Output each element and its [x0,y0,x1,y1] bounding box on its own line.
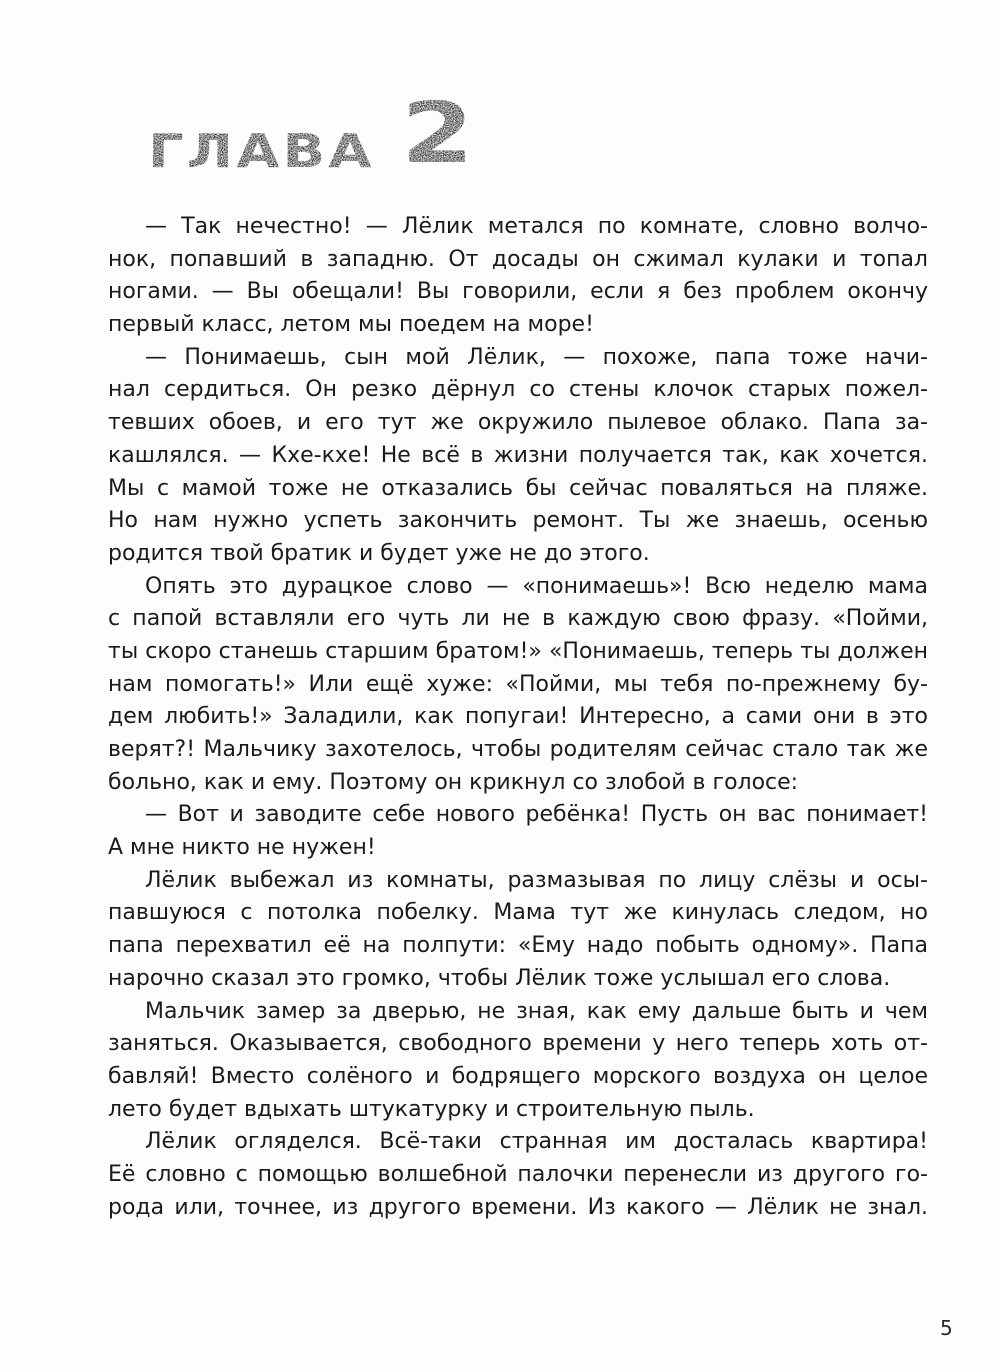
text-line: рода или, точнее, из другого времени. Из какого — Лёлик не знал. [108,1194,928,1220]
text-line: нам помогать!» Или ещё хуже: «Пойми, мы тебя по-прежнему бу- [108,671,928,697]
text-line: первый класс, летом мы поедем на море! [108,312,594,338]
chapter-title: ГЛАВА [148,124,375,179]
text-line: павшуюся с потолка побелку. Мама тут же кинулась следом, но [108,900,928,926]
text-line: — Вот и заводите себе нового ребёнка! Пусть он вас понимает! [145,802,928,828]
text-line: А мне никто не нужен! [108,835,376,861]
text-line: нок, попавший в западню. От досады он сжимал кулаки и топал [108,246,928,272]
text-line: заняться. Оказывается, свободного времени у него теперь хоть от- [108,1031,928,1057]
text-line: лето будет вдыхать штукатурку и строительную пыль. [108,1096,755,1122]
text-line: ты скоро станешь старшим братом!» «Понимаешь, теперь ты должен [108,638,928,664]
text-line: Лёлик выбежал из комнаты, размазывая по лицу слёзы и осы- [145,867,928,893]
text-line: больно, как и ему. Поэтому он крикнул со злобой в голосе: [108,769,799,795]
text-line: Лёлик огляделся. Всё-таки странная им досталась квартира! [145,1129,928,1155]
text-line: Её словно с помощью волшебной палочки перенесли из другого го- [108,1161,928,1187]
text-line: тевших обоев, и его тут же окружило пылевое облако. Папа за- [108,410,928,436]
body-text [108,211,928,1224]
text-line: Но нам нужно успеть закончить ремонт. Ты же знаешь, осенью [108,508,928,534]
text-line: родится твой братик и будет уже не до этого. [108,540,650,566]
text-line: — Так нечестно! — Лёлик метался по комнате, словно волчо- [145,214,928,239]
text-line: дем любить!» Заладили, как попугаи! Интересно, а сами они в это [108,704,928,730]
text-line: верят?! Мальчику захотелось, чтобы родителям сейчас стало так же [108,737,928,762]
page-number: 5 [940,1316,953,1340]
text-line: с папой вставляли его чуть ли не в каждую свою фразу. «Пойми, [108,606,928,632]
text-line: — Понимаешь, сын мой Лёлик, — похоже, папа тоже начи- [145,344,928,370]
text-line: бавляй! Вместо солёного и бодрящего морского воздуха он целое [108,1063,928,1089]
text-line: кашлялся. — Кхе-кхе! Не всё в жизни получается так, как хочется. [108,442,928,468]
chapter-number: 2 [400,84,474,182]
text-line: Мы с мамой тоже не отказались бы сейчас поваляться на пляже. [108,475,928,501]
chapter-heading [148,84,474,182]
text-line: нал сердиться. Он резко дёрнул со стены клочок старых пожел- [108,377,928,403]
text-line: нарочно сказал это громко, чтобы Лёлик тоже услышал его слова. [108,965,891,991]
text-line: Опять это дурацкое слово — «понимаешь»! Всю неделю мама [145,573,928,599]
text-line: ногами. — Вы обещали! Вы говорили, если я без проблем окончу [108,279,928,305]
text-line: Мальчик замер за дверью, не зная, как ему дальше быть и чем [145,998,928,1024]
text-line: папа перехватил её на полпути: «Ему надо побыть одному». Папа [108,933,928,959]
